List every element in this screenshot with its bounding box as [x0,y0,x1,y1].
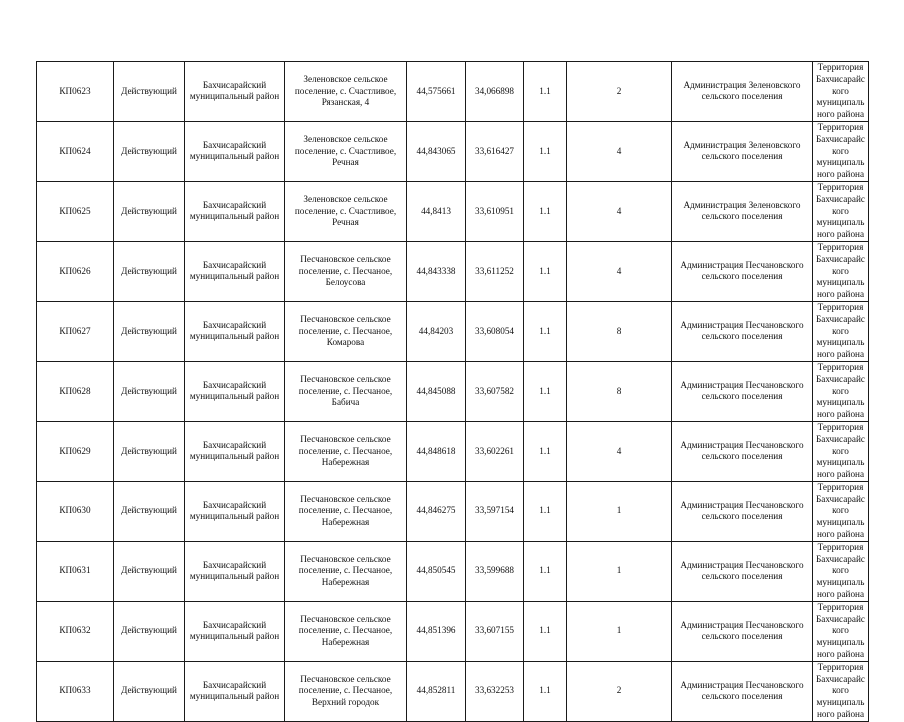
point-id-cell: КП0626 [37,241,114,301]
container-count-cell: 2 [567,661,672,721]
owner-cell: Администрация Зеленовского сельского поселения [672,181,813,241]
latitude-cell: 44,846275 [407,481,466,541]
owner-cell: Администрация Песчановского сельского поселения [672,481,813,541]
table-row [37,541,869,601]
table-row [37,62,869,122]
point-id-cell: КП0623 [37,62,114,122]
longitude-cell: 33,599688 [466,541,524,601]
table-row [37,121,869,181]
class-cell: 1.1 [524,181,567,241]
container-count-cell: 8 [567,361,672,421]
status-cell: Действующий [114,301,185,361]
container-count-cell: 4 [567,241,672,301]
container-count-cell: 8 [567,301,672,361]
status-cell: Действующий [114,181,185,241]
longitude-cell: 33,608054 [466,301,524,361]
longitude-cell: 33,597154 [466,481,524,541]
class-cell: 1.1 [524,301,567,361]
container-count-cell: 2 [567,62,672,122]
territory-cell: Территория Бахчисарайского муниципального района [813,181,869,241]
latitude-cell: 44,848618 [407,421,466,481]
status-cell: Действующий [114,121,185,181]
address-cell: Песчановское сельское поселение, с. Песчаное, Бабича [285,361,407,421]
class-cell: 1.1 [524,361,567,421]
longitude-cell: 33,616427 [466,121,524,181]
container-count-cell: 1 [567,541,672,601]
status-cell: Действующий [114,661,185,721]
status-cell: Действующий [114,62,185,122]
territory-cell: Территория Бахчисарайского муниципального района [813,241,869,301]
address-cell: Зеленовское сельское поселение, с. Счастливое, Рязанская, 4 [285,62,407,122]
point-id-cell: КП0625 [37,181,114,241]
longitude-cell: 33,602261 [466,421,524,481]
table-row [37,241,869,301]
address-cell: Зеленовское сельское поселение, с. Счастливое, Речная [285,121,407,181]
latitude-cell: 44,852811 [407,661,466,721]
container-count-cell: 4 [567,121,672,181]
owner-cell: Администрация Песчановского сельского поселения [672,241,813,301]
longitude-cell: 33,632253 [466,661,524,721]
territory-cell: Территория Бахчисарайского муниципального района [813,421,869,481]
latitude-cell: 44,851396 [407,601,466,661]
territory-cell: Территория Бахчисарайского муниципального района [813,121,869,181]
district-cell: Бахчисарайский муниципальный район [185,121,285,181]
district-cell: Бахчисарайский муниципальный район [185,361,285,421]
point-id-cell: КП0624 [37,121,114,181]
status-cell: Действующий [114,541,185,601]
table-row [37,661,869,721]
class-cell: 1.1 [524,121,567,181]
address-cell: Песчановское сельское поселение, с. Песчаное, Набережная [285,421,407,481]
owner-cell: Администрация Зеленовского сельского поселения [672,62,813,122]
longitude-cell: 33,610951 [466,181,524,241]
point-id-cell: КП0627 [37,301,114,361]
status-cell: Действующий [114,241,185,301]
latitude-cell: 44,8413 [407,181,466,241]
class-cell: 1.1 [524,541,567,601]
point-id-cell: КП0632 [37,601,114,661]
district-cell: Бахчисарайский муниципальный район [185,481,285,541]
district-cell: Бахчисарайский муниципальный район [185,181,285,241]
district-cell: Бахчисарайский муниципальный район [185,541,285,601]
longitude-cell: 34,066898 [466,62,524,122]
status-cell: Действующий [114,421,185,481]
address-cell: Песчановское сельское поселение, с. Песчаное, Набережная [285,601,407,661]
status-cell: Действующий [114,601,185,661]
table-row [37,481,869,541]
territory-cell: Территория Бахчисарайского муниципального района [813,301,869,361]
address-cell: Песчановское сельское поселение, с. Песчаное, Верхний городок [285,661,407,721]
address-cell: Песчановское сельское поселение, с. Песчаное, Набережная [285,541,407,601]
class-cell: 1.1 [524,661,567,721]
class-cell: 1.1 [524,601,567,661]
owner-cell: Администрация Песчановского сельского поселения [672,301,813,361]
latitude-cell: 44,84203 [407,301,466,361]
table-row [37,301,869,361]
class-cell: 1.1 [524,481,567,541]
owner-cell: Администрация Песчановского сельского поселения [672,601,813,661]
table-row [37,601,869,661]
owner-cell: Администрация Песчановского сельского поселения [672,421,813,481]
district-cell: Бахчисарайский муниципальный район [185,601,285,661]
owner-cell: Администрация Зеленовского сельского поселения [672,121,813,181]
container-count-cell: 1 [567,481,672,541]
district-cell: Бахчисарайский муниципальный район [185,62,285,122]
class-cell: 1.1 [524,241,567,301]
longitude-cell: 33,611252 [466,241,524,301]
territory-cell: Территория Бахчисарайского муниципального района [813,62,869,122]
status-cell: Действующий [114,361,185,421]
point-id-cell: КП0628 [37,361,114,421]
status-cell: Действующий [114,481,185,541]
point-id-cell: КП0631 [37,541,114,601]
territory-cell: Территория Бахчисарайского муниципального района [813,661,869,721]
latitude-cell: 44,845088 [407,361,466,421]
point-id-cell: КП0630 [37,481,114,541]
table-row [37,181,869,241]
address-cell: Зеленовское сельское поселение, с. Счастливое, Речная [285,181,407,241]
container-count-cell: 4 [567,421,672,481]
point-id-cell: КП0629 [37,421,114,481]
district-cell: Бахчисарайский муниципальный район [185,421,285,481]
territory-cell: Территория Бахчисарайского муниципального района [813,601,869,661]
latitude-cell: 44,843338 [407,241,466,301]
owner-cell: Администрация Песчановского сельского поселения [672,661,813,721]
address-cell: Песчановское сельское поселение, с. Песчаное, Набережная [285,481,407,541]
table-row [37,361,869,421]
owner-cell: Администрация Песчановского сельского поселения [672,361,813,421]
territory-cell: Территория Бахчисарайского муниципального района [813,481,869,541]
longitude-cell: 33,607155 [466,601,524,661]
address-cell: Песчановское сельское поселение, с. Песчаное, Белоусова [285,241,407,301]
territory-cell: Территория Бахчисарайского муниципального района [813,541,869,601]
district-cell: Бахчисарайский муниципальный район [185,661,285,721]
latitude-cell: 44,575661 [407,62,466,122]
point-id-cell: КП0633 [37,661,114,721]
address-cell: Песчановское сельское поселение, с. Песчаное, Комарова [285,301,407,361]
owner-cell: Администрация Песчановского сельского поселения [672,541,813,601]
container-count-cell: 4 [567,181,672,241]
latitude-cell: 44,843065 [407,121,466,181]
class-cell: 1.1 [524,421,567,481]
collection-points-table [36,61,869,722]
class-cell: 1.1 [524,62,567,122]
district-cell: Бахчисарайский муниципальный район [185,241,285,301]
longitude-cell: 33,607582 [466,361,524,421]
table-row [37,421,869,481]
latitude-cell: 44,850545 [407,541,466,601]
district-cell: Бахчисарайский муниципальный район [185,301,285,361]
container-count-cell: 1 [567,601,672,661]
territory-cell: Территория Бахчисарайского муниципального района [813,361,869,421]
